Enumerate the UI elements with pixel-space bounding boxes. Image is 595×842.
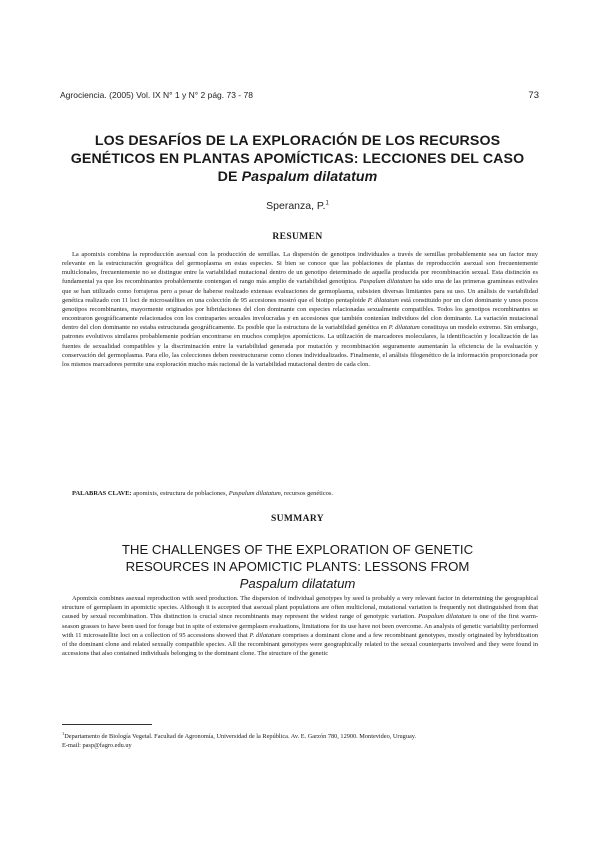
journal-citation: Agrociencia. (2005) Vol. IX N° 1 y N° 2 pág. 73 - 78 xyxy=(60,90,253,100)
resumen-species-3: P. dilatatum xyxy=(388,324,420,332)
keywords-text-1: apomixis, estructura de poblaciones, xyxy=(131,490,229,497)
resumen-paragraph xyxy=(62,250,538,369)
resumen-species-1: Paspalum dilatatum xyxy=(359,278,412,286)
article-title xyxy=(50,132,545,186)
keywords-species: Paspalum dilatatum xyxy=(228,490,281,497)
resumen-text-3: está constituido por un clon dominante y unos pocos genotipos recombinantes, mayormente originados por hibridaciones del clon dominante con especies relacionadas sexualmente compatibles. Todos los genotipos recombinantes se encontraron geográficamente relacionados con los contrapartes sexuales involucradas y en accesiones que también contenían individuos del clon dominante. La variación mutacional dentro del clon dominante no estaba estructurada geográficamente. Es posible que la estructura de la variabilidad genética en xyxy=(62,296,539,332)
summary-text-1: Apomixis combines asexual reproduction with seed production. The dispersion of individual genotypes by seed is probably a very relevant factor in determining the geographical structure of germplasm in apomictic species. Although it is accepted that asexual plant populations are often multiclonal, mutational variation is frequently not distinguished from that caused by sexual recombination. This distinction is crucial since recombinants may represent the widest range of genotypic variation. xyxy=(62,595,538,621)
author-line xyxy=(0,200,595,212)
resumen-species-2: P. dilatatum xyxy=(367,296,399,304)
footnote-affiliation xyxy=(62,729,538,741)
running-header xyxy=(60,90,539,101)
summary-species-1: Paspalum dilatatum xyxy=(418,613,471,621)
summary-heading: SUMMARY xyxy=(270,514,325,524)
resumen-heading: RESUMEN xyxy=(272,232,323,242)
footnote-email: E-mail: pasp@fagro.edu.uy xyxy=(62,742,132,750)
summary-text-2: is one of the first warm-season grasses to have been used for forage but in spite of extensive germplasm evaluations, limitations for its use have not been overcome. An analysis of genetic variability performed with 11 microsatellite loci on a collection of 95 accessions showed that xyxy=(62,613,538,639)
resumen-text-1: La apomixis combina la reproducción asexual con la producción de semillas. La dispersión de genotipos individuales a través de semillas probablemente sea un factor muy relevante en la estructuración geográfica del germoplasma en estas especies. Si bien se conoce que las poblaciones de plantas de reproducción asexual son frecuentemente multiclonales, frecuentemente no se distingue entre la variabilidad mutacional dentro de un genotipo determinado de aquella producida por recombinación sexual. Esta distinción es fundamental ya que los recombinantes probablemente contengan el rango más amplio de variabilidad genotípica. xyxy=(62,251,538,286)
page-number: 73 xyxy=(528,90,539,101)
title-species: Paspalum dilatatum xyxy=(241,169,378,185)
keywords-line xyxy=(72,489,538,498)
summary-paragraph xyxy=(62,594,538,658)
title-line-2: GENÉTICOS EN PLANTAS APOMÍCTICAS: LECCIONES DEL CASO xyxy=(70,151,525,167)
english-title-line-1: THE CHALLENGES OF THE EXPLORATION OF GENETIC xyxy=(121,542,474,557)
english-title xyxy=(50,541,545,592)
english-title-species: Paspalum dilatatum xyxy=(239,576,356,591)
english-title-line-2: RESOURCES IN APOMICTIC PLANTS: LESSONS FROM xyxy=(125,559,470,574)
title-line-3-prefix: DE xyxy=(217,169,242,185)
resumen-text-2: ha sido una de las primeras gramíneas estivales que se han utilizado como forrajeras pero a pesar de haberse realizado extensas evaluaciones de germoplasma, subsisten diversas limitantes para su uso. Un análisis de variabilidad genética realizado con 11 loci de microsatélites en una colección de 95 accesiones mostró que el biotipo pentaploide xyxy=(62,278,538,304)
keywords-text-2: , recursos genéticos. xyxy=(280,490,334,497)
summary-species-2: P. dilatatum xyxy=(249,631,281,639)
resumen-text-4: constituya un modelo extremo. Sin embargo, patrones evolutivos similares probablemente podrían encontrarse en muchos complejos apomícticos. La utilización de marcadores moleculares, la identificación y localización de las fuentes de sexualidad compatibles y la discriminación entre la variabilidad generada por mutación y recombinación seguramente aumentarán la eficiencia de la evaluación y conservación del germoplasma. Para ello, las colecciones deben reestructurarse como clones individualizados. Finalmente, el análisis filogenético de la información proporcionada por los mismos marcadores permite una exploración mucho más racional de la variabilidad mutacional dentro de cada clon. xyxy=(62,324,539,368)
footnote xyxy=(62,729,538,750)
title-line-1: LOS DESAFÍOS DE LA EXPLORACIÓN DE LOS RECURSOS xyxy=(94,133,501,149)
author-name: Speranza, P. xyxy=(266,200,326,212)
keywords-label: PALABRAS CLAVE: xyxy=(72,490,132,497)
summary-text-3: comprises a dominant clone and a few recombinant genotypes, mostly originated by hybridization of the dominant clone and related sexually compatible species. All the recombinant genotypes were geographically related to the sexual counterparts involved and they were found in accessions that also contained individuals belonging to the dominant clone. The structure of the genetic xyxy=(62,631,539,658)
affiliation-marker: 1 xyxy=(325,200,329,207)
english-title-line-3 xyxy=(50,575,545,592)
title-line-3 xyxy=(50,168,545,186)
footnote-marker: 1 xyxy=(62,731,65,736)
footnote-affiliation-text: Departamento de Biología Vegetal. Facultad de Agronomía, Universidad de la República. Av. E. Garzón 780, 12900. Montevideo, Uruguay. xyxy=(64,733,417,741)
footnote-divider xyxy=(62,724,152,725)
